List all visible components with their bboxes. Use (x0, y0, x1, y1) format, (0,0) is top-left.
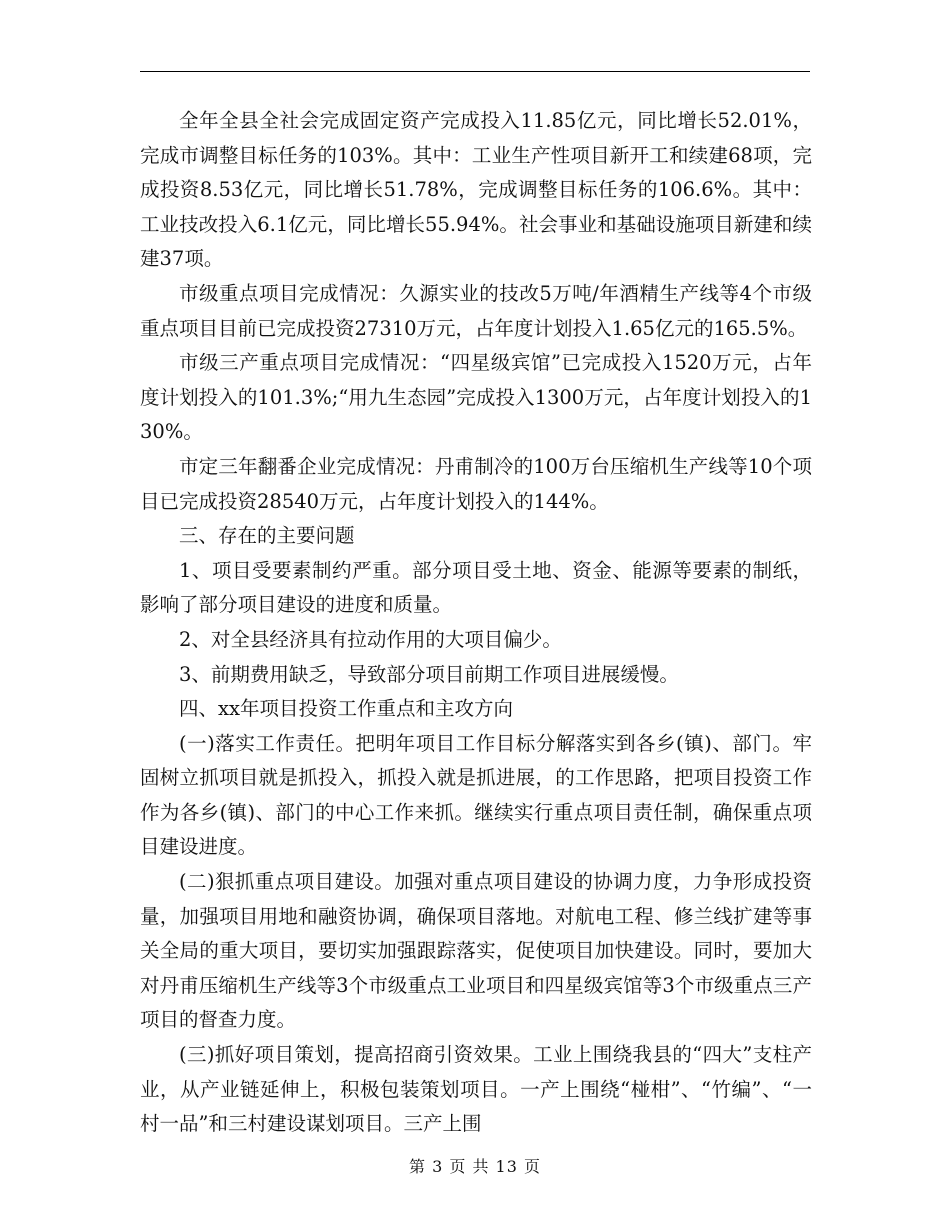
page-number: 第 3 页 共 13 页 (409, 1157, 541, 1176)
problem-item-3: 3、前期费用缺乏，导致部分项目前期工作项目进展缓慢。 (179, 662, 679, 686)
paragraph-tertiary-projects: 市级三产重点项目完成情况：“四星级宾馆”已完成投入1520万元，占年度计划投入的101.3%;“用九生态园”完成投入1300万元，占年度计划投入的130%。 (140, 351, 812, 444)
problem-item-2: 2、对全县经济具有拉动作用的大项目偏少。 (179, 627, 562, 651)
document-body (140, 104, 812, 1142)
priority-item-1: (一)落实工作责任。把明年项目工作目标分解落实到各乡(镇)、部门。牢固树立抓项目就是抓投入，抓投入就是抓进展，的工作思路，把项目投资工作作为各乡(镇)、部门的中心工作来抓。继续实行重点项目责任制，确保重点项目建设进度。 (140, 731, 812, 859)
priority-item-2: (二)狠抓重点项目建设。加强对重点项目建设的协调力度，力争形成投资量，加强项目用地和融资协调，确保项目落地。对航电工程、修兰线扩建等事关全局的重大项目，要切实加强跟踪落实，促使项目加快建设。同时，要加大对丹甫压缩机生产线等3个市级重点工业项目和四星级宾馆等3个市级重点三产项目的督查力度。 (140, 870, 812, 1032)
section-heading-problems: 三、存在的主要问题 (179, 524, 355, 548)
paragraph-investment-summary: 全年全县全社会完成固定资产完成投入11.85亿元，同比增长52.01%，完成市调整目标任务的103%。其中：工业生产性项目新开工和续建68项，完成投资8.53亿元，同比增长51.78%，完成调整目标任务的106.6%。其中：工业技改投入6.1亿元，同比增长55.94%。社会事业和基础设施项目新建和续建37项。 (140, 109, 812, 271)
paragraph-city-key-projects: 市级重点项目完成情况：久源实业的技改5万吨/年酒精生产线等4个市级重点项目目前已完成投资27310万元，占年度计划投入1.65亿元的165.5%。 (140, 281, 812, 340)
paragraph-doubling-enterprises: 市定三年翻番企业完成情况：丹甫制冷的100万台压缩机生产线等10个项目已完成投资28540万元，占年度计划投入的144%。 (140, 454, 812, 513)
priority-item-3: (三)抓好项目策划，提高招商引资效果。工业上围绕我县的“四大”支柱产业，从产业链延伸上，积极包装策划项目。一产上围绕“椪柑”、“竹编”、“一村一品”和三村建设谋划项目。三产上围 (140, 1043, 812, 1136)
section-heading-priorities: 四、xx年项目投资工作重点和主攻方向 (179, 697, 513, 721)
header-rule (140, 71, 810, 72)
problem-item-1: 1、项目受要素制约严重。部分项目受土地、资金、能源等要素的制纸，影响了部分项目建设的进度和质量。 (140, 558, 812, 617)
